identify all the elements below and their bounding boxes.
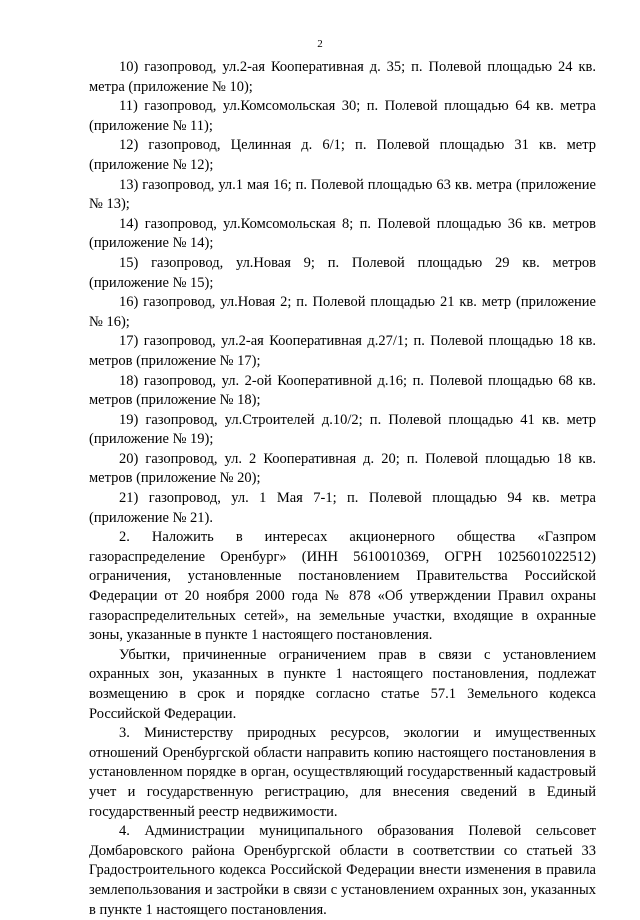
page-number: 2 (317, 38, 323, 50)
paragraph-2-restrictions: 2. Наложить в интересах акционерного общества «Газпром газораспределение Оренбург» (ИНН 5610010369, ОГРН 1025601022512) ограничения, установленные постановлением Правительства Российской Федерации от 20 ноября 2000 года № 878 «Об утверждении Правил охраны газораспределительных сетей», на земельные участки, входящие в охранные зоны, указанные в пункте 1 настоящего постановления. (89, 529, 596, 644)
list-item-17: 17) газопровод, ул.2-ая Кооперативная д.27/1; п. Полевой площадью 18 кв. метров (приложение № 17); (89, 333, 596, 369)
list-item-18: 18) газопровод, ул. 2-ой Кооперативной д.16; п. Полевой площадью 68 кв. метров (приложение № 18); (89, 372, 596, 409)
list-item-21: 21) газопровод, ул. 1 Мая 7-1; п. Полевой площадью 94 кв. метра (приложение № 21). (89, 490, 596, 526)
document-body (89, 58, 596, 920)
paragraph-4-administration: 4. Администрации муниципального образования Полевой сельсовет Домбаровского района Оренбургской области в соответствии со статьей 33 Градостроительного кодекса Российской Федерации внести изменения в правила землепользования и застройки в связи с установлением охранных зон, указанных в пункте 1 настоящего постановления. (89, 823, 596, 918)
list-item-15: 15) газопровод, ул.Новая 9; п. Полевой площадью 29 кв. метров (приложение № 15); (89, 254, 596, 291)
list-item-12: 12) газопровод, Целинная д. 6/1; п. Полевой площадью 31 кв. метр (приложение № 12); (89, 137, 596, 173)
paragraph-3-ministry: 3. Министерству природных ресурсов, экологии и имущественных отношений Оренбургской области направить копию настоящего постановления в установленном порядке в орган, осуществляющий государственный кадастровый учет и государственную регистрацию, для внесения сведений в Единый государственный реестр недвижимости. (89, 725, 596, 820)
list-item-11: 11) газопровод, ул.Комсомольская 30; п. Полевой площадью 64 кв. метра (приложение № 11); (89, 98, 596, 134)
list-item-19: 19) газопровод, ул.Строителей д.10/2; п. Полевой площадью 41 кв. метр (приложение № 19); (89, 411, 596, 448)
list-item-13: 13) газопровод, ул.1 мая 16; п. Полевой площадью 63 кв. метра (приложение № 13); (89, 176, 596, 213)
paragraph-losses: Убытки, причиненные ограничением прав в связи с установлением охранных зон, указанных в пункте 1 настоящего постановления, подлежат возмещению в срок и порядке согласно статье 57.1 Земельного кодекса Российской Федерации. (89, 646, 596, 722)
list-item-16: 16) газопровод, ул.Новая 2; п. Полевой площадью 21 кв. метр (приложение № 16); (89, 294, 596, 330)
list-item-20: 20) газопровод, ул. 2 Кооперативная д. 20; п. Полевой площадью 18 кв. метров (приложение № 20); (89, 450, 596, 487)
list-item-10: 10) газопровод, ул.2-ая Кооперативная д. 35; п. Полевой площадью 24 кв. метра (приложение № 10); (89, 59, 596, 95)
list-item-14: 14) газопровод, ул.Комсомольская 8; п. Полевой площадью 36 кв. метров (приложение № 14); (89, 215, 596, 252)
